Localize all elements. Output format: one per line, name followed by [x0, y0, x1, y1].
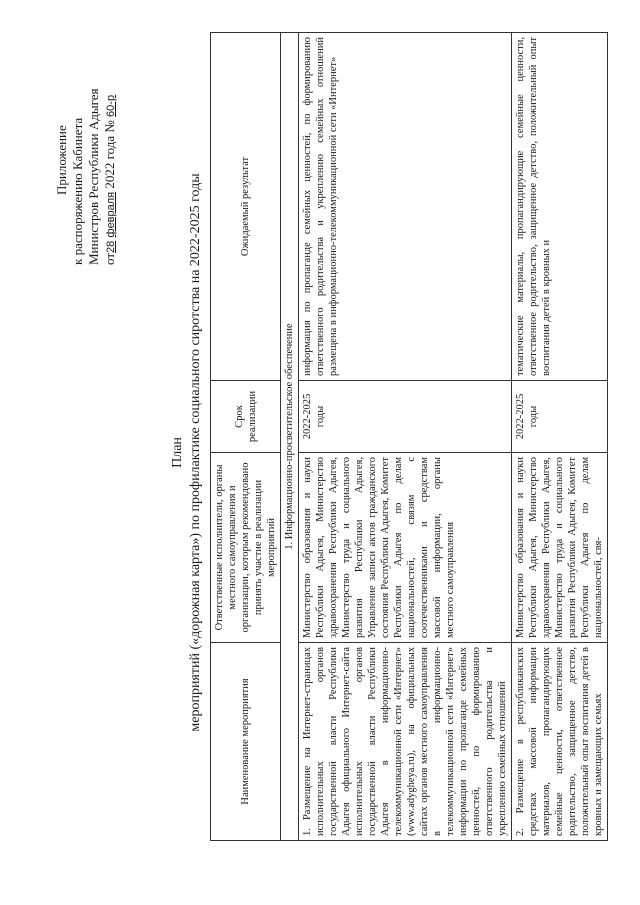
- row-2-executors: Министерство образования и науки Республики Адыгея, Министерство здравоохранения Республики Адыгея, Министерство труда и социального развития Республики Адыгея, Комитет Республики Адыгея по делам национальностей, свя-: [512, 453, 608, 643]
- appendix-line-3: Министров Республики Адыгея: [86, 88, 101, 265]
- header-term: Срок реализации: [211, 381, 281, 453]
- row-1-result: информация по пропаганде семейных ценностей, по формированию ответственного родительства и укреплению семейных отношений размещена в информационно-телекоммуникационной сети «Интернет»: [299, 33, 512, 381]
- row-1-name: 1. Размещение на Интернет-страницах исполнительных органов государственной власти Республики Адыгея официального Интернет-сайта исполнительных органов государственной власти Республики Адыгея в информационно-телекоммуникационной сети «Интернет» (www.adygheya.ru), на официальных сайтах органов местного самоуправления в информационно-телекоммуникационной сети «Интернет» информации по пропаганде семейных ценностей, по формированию ответственного родительства и укреплению семейных отношений: [299, 643, 512, 841]
- plan-title: План: [170, 437, 185, 468]
- row-1-executors: Министерство образования и науки Республики Адыгея, Министерство здравоохранения Республики Адыгея, Министерство труда и социального развития Республики Адыгея, Управление записи актов гражданского состояния Республики Адыгея, Комитет Республики Адыгея по делам национальностей, связям с соотечественниками и средствам массовой информации, органы местного самоуправления: [299, 453, 512, 643]
- appendix-line-1: Приложение: [54, 125, 69, 195]
- row-2-name: 2. Размещение в республиканских средствах массовой информации материалов, пропагандирующих семейные ценности, ответственное родительство, защищенное детство, положительный опыт воспитания детей в кровных и замещающих семьях: [512, 643, 608, 841]
- section-title: 1. Информационно-просветительское обеспечение: [281, 33, 299, 841]
- row-1-term: 2022-2025 годы: [299, 381, 512, 453]
- date-year: 2022 года №: [102, 120, 117, 189]
- section-row: [281, 33, 299, 841]
- table-row: [512, 33, 608, 841]
- date-day: 28: [105, 240, 117, 253]
- order-number: 60-р: [105, 94, 117, 117]
- header-executors: Ответственные исполнители, органы местного самоуправления и организации, которым рекомендовано принять участие в реализации мероприятий: [211, 453, 281, 643]
- appendix-line-4: [102, 25, 119, 285]
- row-2-term: 2022-2025 годы: [512, 381, 608, 453]
- table-row: [299, 33, 512, 841]
- plan-table: [210, 32, 608, 841]
- plan-subtitle: мероприятий («дорожная карта») по профилактике социального сиротства на 2022-2025 годы: [188, 173, 203, 732]
- appendix-line-2: к распоряжению Кабинета: [70, 117, 85, 265]
- table-header-row: [211, 33, 281, 841]
- row-2-result: тематические материалы, пропагандирующие семейные ценности, ответственное родительство, защищенное детство, положительный опыт воспитания детей в кровных и: [512, 33, 608, 381]
- date-prefix: от: [102, 252, 117, 265]
- date-month: февраля: [105, 191, 117, 238]
- header-name: Наименование мероприятия: [211, 643, 281, 841]
- appendix-header: [54, 25, 119, 285]
- header-result: Ожидаемый результат: [211, 33, 281, 381]
